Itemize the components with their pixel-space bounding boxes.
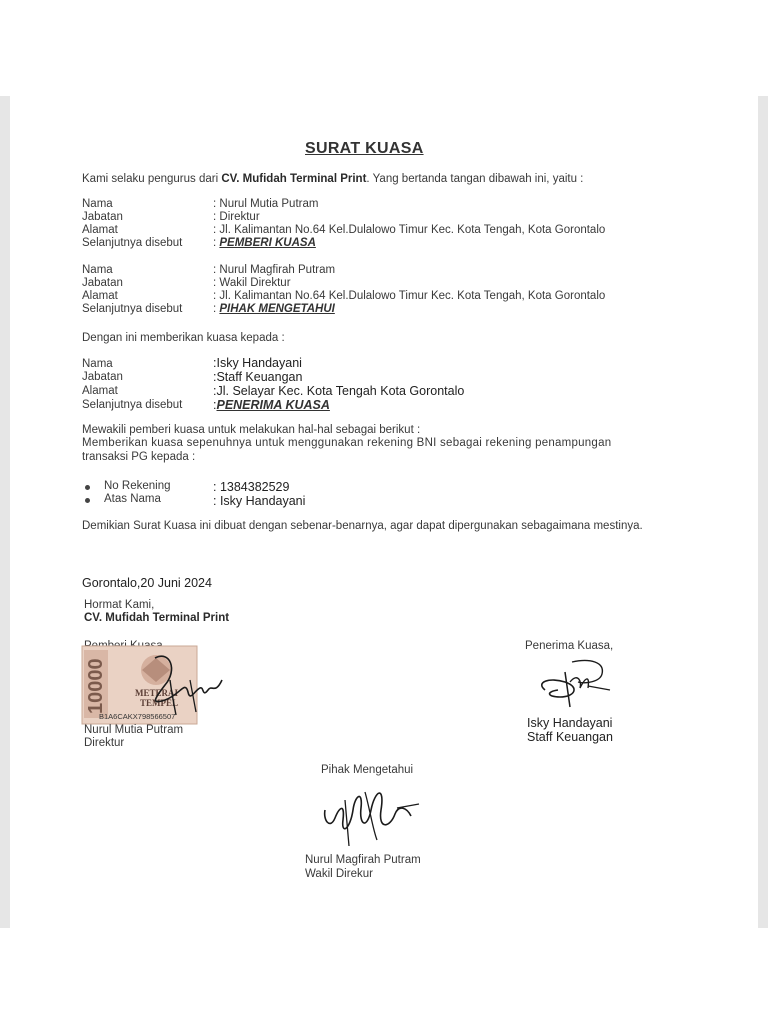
place-date: Gorontalo,20 Juni 2024 — [82, 576, 212, 590]
intro-paragraph — [82, 173, 583, 186]
party3-colon: : — [213, 398, 217, 412]
scan-right-edge — [758, 96, 768, 928]
party3-role: PENERIMA KUASA — [216, 398, 330, 412]
party2-alamat: : Jl. Kalimantan No.64 Kel.Dulalowo Timur Kec. Kota Tengah, Kota Gorontalo — [213, 290, 606, 302]
account-name-label: Atas Nama — [104, 493, 161, 505]
bullet-icon — [85, 485, 90, 490]
regards: Hormat Kami, — [84, 599, 155, 611]
label-nama: Nama — [82, 198, 113, 210]
stamp-label-1: METERAI — [135, 688, 179, 698]
signature-center — [315, 780, 425, 852]
sign-right-caption: Penerima Kuasa, — [525, 640, 614, 652]
party1-colon: : — [213, 237, 220, 249]
regards-company: CV. Mufidah Terminal Print — [84, 612, 230, 624]
label-nama: Nama — [82, 358, 113, 370]
sign-center-caption: Pihak Mengetahui — [321, 764, 414, 776]
sign-right-title: Staff Keuangan — [527, 730, 613, 744]
label-disebut: Selanjutnya disebut — [82, 303, 183, 315]
bullet-icon — [85, 498, 90, 503]
party2-role-line — [213, 303, 335, 316]
party2-jabatan: : Wakil Direktur — [213, 277, 291, 289]
party3-role-line — [213, 399, 330, 412]
party2-colon: : — [213, 303, 220, 315]
document-title: SURAT KUASA — [305, 140, 424, 157]
label-jabatan: Jabatan — [82, 211, 123, 223]
stamp-label-2: TEMPEL — [140, 698, 179, 708]
purpose-line-1: Mewakili pemberi kuasa untuk melakukan hal-hal sebagai berikut : — [82, 424, 421, 436]
account-no-label: No Rekening — [104, 480, 171, 492]
label-nama: Nama — [82, 264, 113, 276]
label-jabatan: Jabatan — [82, 371, 123, 383]
label-alamat: Alamat — [82, 224, 118, 236]
purpose-line-2: Memberikan kuasa sepenuhnya untuk menggunakan rekening BNI sebagai rekening penampungan — [82, 437, 612, 449]
purpose-line-3: transaksi PG kepada : — [82, 451, 196, 463]
grant-intro: Dengan ini memberikan kuasa kepada : — [82, 332, 285, 344]
account-name-value: : Isky Handayani — [213, 494, 306, 508]
sign-left-title: Direktur — [84, 737, 125, 749]
intro-prefix: Kami selaku pengurus dari — [82, 173, 222, 185]
sign-left-name: Nurul Mutia Putram — [84, 724, 184, 736]
label-disebut: Selanjutnya disebut — [82, 237, 183, 249]
scan-left-edge — [0, 96, 10, 928]
closing-paragraph: Demikian Surat Kuasa ini dibuat dengan sebenar-benarnya, agar dapat dipergunakan sebagaimana mestinya. — [82, 520, 643, 532]
party1-role-line — [213, 237, 316, 250]
label-alamat: Alamat — [82, 385, 118, 397]
party1-nama: : Nurul Mutia Putram — [213, 198, 319, 210]
party3-alamat: :Jl. Selayar Kec. Kota Tengah Kota Gorontalo — [213, 384, 465, 398]
stamp-value: 10000 — [85, 658, 107, 714]
party2-nama: : Nurul Magfirah Putram — [213, 264, 336, 276]
account-no-value: : 1384382529 — [213, 480, 290, 494]
party2-role: PIHAK MENGETAHUI — [219, 303, 335, 315]
party1-role: PEMBERI KUASA — [219, 237, 316, 249]
label-disebut: Selanjutnya disebut — [82, 399, 183, 411]
stamp-serial: B1A6CAKX798566507 — [99, 712, 176, 721]
label-alamat: Alamat — [82, 290, 118, 302]
sign-center-name: Nurul Magfirah Putram — [305, 854, 421, 866]
signature-right — [530, 652, 620, 712]
sign-center-title: Wakil Direkur — [305, 868, 373, 880]
party1-alamat: : Jl. Kalimantan No.64 Kel.Dulalowo Timur Kec. Kota Tengah, Kota Gorontalo — [213, 224, 606, 236]
sign-right-name: Isky Handayani — [527, 716, 613, 730]
company-name: CV. Mufidah Terminal Print — [221, 173, 367, 185]
party1-jabatan: : Direktur — [213, 211, 260, 223]
party3-jabatan: :Staff Keuangan — [213, 370, 303, 384]
label-jabatan: Jabatan — [82, 277, 123, 289]
party3-nama: :Isky Handayani — [213, 356, 302, 370]
intro-suffix: . Yang bertanda tangan dibawah ini, yaitu : — [366, 173, 584, 185]
signature-left — [130, 650, 230, 720]
